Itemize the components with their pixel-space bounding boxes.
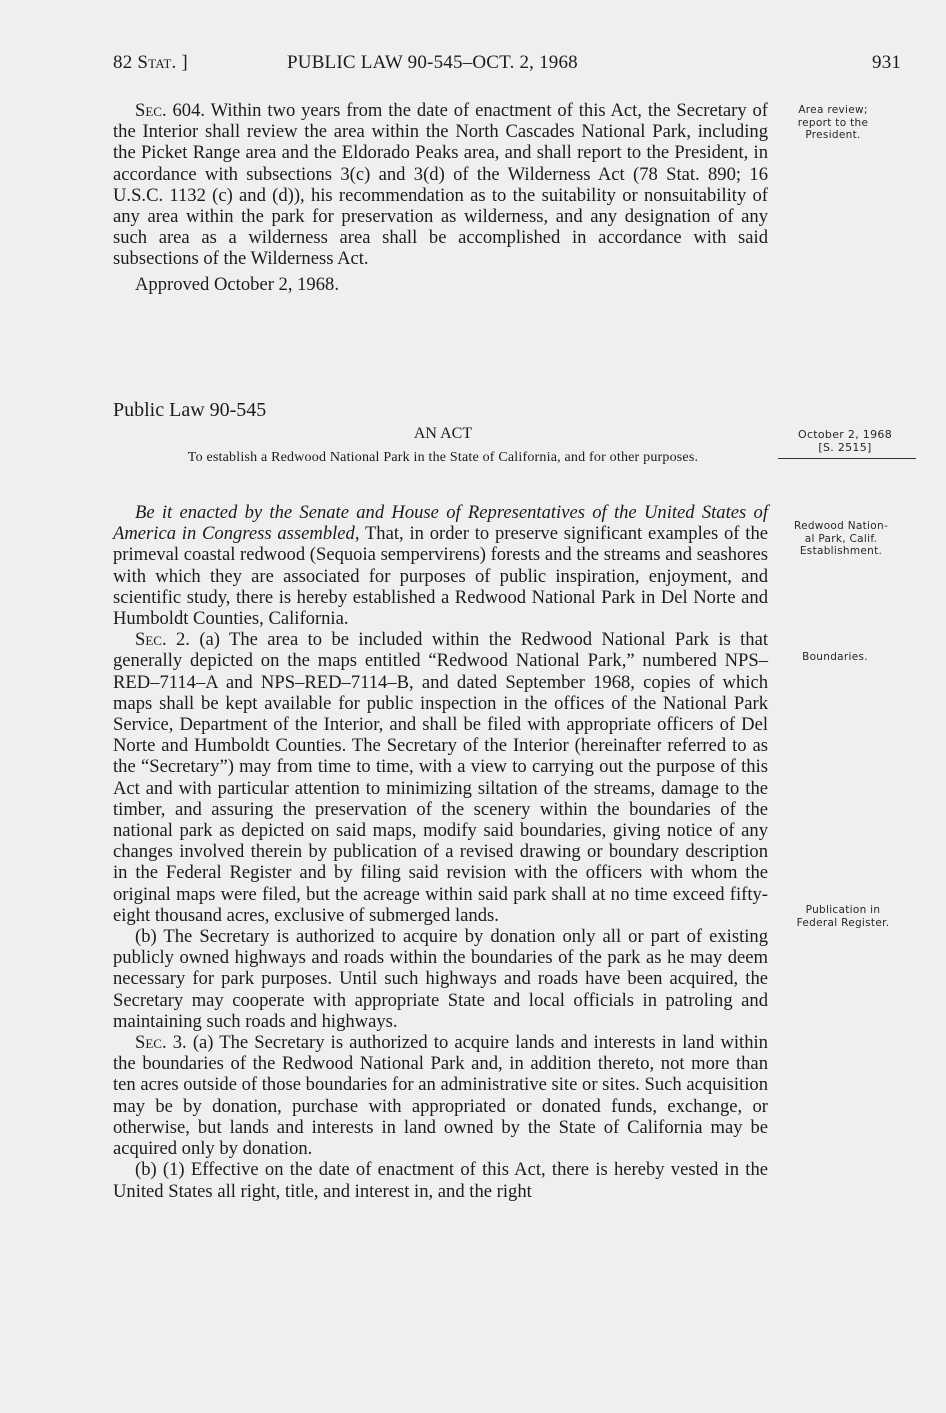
enacting-clause: Be it enacted by the Senate and House of Representatives of the United States of America in Congress assembled, <box>113 502 768 545</box>
sec2b-text: (b) The Secretary is authorized to acquire by donation only all or part of existing publicly owned highways and roads within the boundaries of the park as he may deem necessary for park purposes. Until such highways and roads have been acquired, the Secretary may cooperate with appropriate State and local officials in patroling and maintaining such roads and highways. <box>113 926 768 1032</box>
sec3a-text: (a) The Secretary is authorized to acquire lands and interests in land within the boundaries of the Redwood National Park and, in addition thereto, not more than ten acres outside of those boundaries for an administrative site or sites. Such acquisition may be by donation, purchase with appropriated or donated funds, exchange, or otherwise, but lands and interests in land owned by the State of California may be acquired only by donation. <box>113 1032 768 1160</box>
header-stat: 82 Stat. ] <box>113 52 188 73</box>
act-heading: AN ACT <box>413 425 473 442</box>
sec2a-text: (a) The area to be included within the Redwood National Park is that generally depicted on the maps entitled “Redwood National Park,” numbered NPS–RED–7114–A and NPS–RED–7114–B, and dated September 1968, copies of which maps shall be kept available for public inspection in the offices of the National Park Service, Department of the Interior, and shall be filed with appropriate officers of Del Norte and Humboldt Counties. The Secretary of the Interior (hereinafter referred to as the “Secretary”) may from time to time, with a view to carrying out the purpose of this Act and with particular attention to minimizing siltation of the streams, damage to the timber, and assuring the preservation of the scenery within the boundaries of the national park as depicted on said maps, modify said boundaries, giving notice of any changes involved therein by publication of a revised drawing or boundary description in the Federal Register and by filing said revision with the officers with whom the original maps were filed, but the acreage within said park shall at no time exceed fifty-eight thousand acres, exclusive of submerged lands. <box>113 629 768 926</box>
margin-note-date: October 2, 1968 [S. 2515] <box>797 428 892 454</box>
margin-note-redwood: Redwood Nation- al Park, Calif. Establishment. <box>793 520 889 557</box>
sec3b-text: (b) (1) Effective on the date of enactment of this Act, there is hereby vested in the United States all right, title, and interest in, and the right <box>113 1159 768 1202</box>
header-page-number: 931 <box>872 52 902 73</box>
approved-date: Approved October 2, 1968. <box>135 273 339 295</box>
section-604 <box>113 100 768 295</box>
header-title: PUBLIC LAW 90-545–OCT. 2, 1968 <box>287 52 578 73</box>
act-block <box>113 424 773 466</box>
margin-note-boundaries: Boundaries. <box>802 651 868 663</box>
act-purpose: To establish a Redwood National Park in the State of California, and for other purposes. <box>187 450 699 465</box>
margin-rule <box>778 458 916 459</box>
sec604-text: Within two years from the date of enactment of this Act, the Secretary of the Interior shall review the area within the North Cascades National Park, including the Picket Range area and the Eldorado Peaks area, and shall report to the President, in accordance with subsections 3(c) and 3(d) of the Wilderness Act (78 Stat. 890; 16 U.S.C. 1132 (c) and (d)), his recommendation as to the suitability or nonsuitability of any area within the park for preservation as wilderness, and any designation of any such area as a wilderness area shall be accomplished in accordance with said subsections of the Wilderness Act. <box>113 100 768 270</box>
margin-note-area-review: Area review; report to the President. <box>797 104 869 141</box>
sec2-label: Sec. 2. <box>135 629 190 651</box>
sec604-label: Sec. 604. <box>135 100 206 121</box>
sec3-label: Sec. 3. <box>135 1032 187 1054</box>
law-title: Public Law 90-545 <box>113 399 267 421</box>
margin-note-publication: Publication in Federal Register. <box>796 904 890 929</box>
enacting-text: That, in order to preserve significant examples of the primeval coastal redwood (Sequoia sempervirens) forests and the streams and seashores with which they are associated for purposes of public inspiration, enjoyment, and scientific study, there is hereby established a Redwood National Park in Del Norte and Humboldt Counties, California. <box>113 523 769 630</box>
act-body <box>113 502 768 1202</box>
